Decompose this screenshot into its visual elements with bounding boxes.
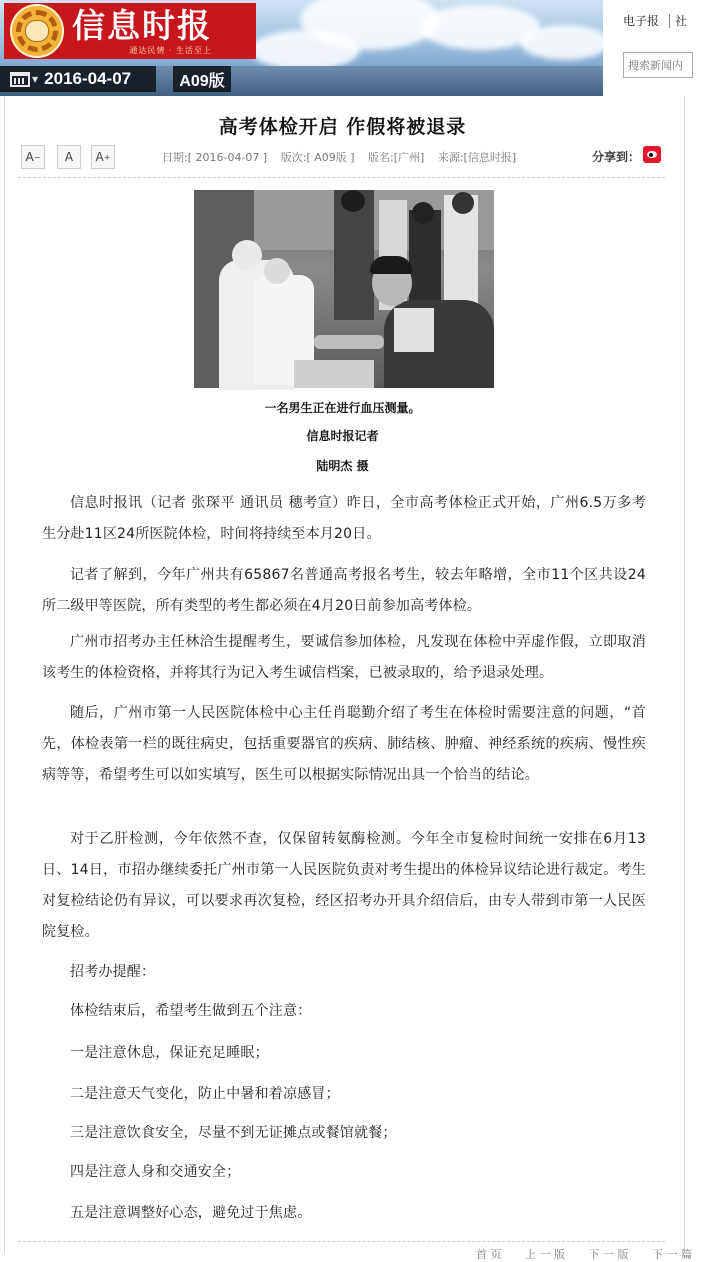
article-paragraph: 广州市招考办主任林洽生提醒考生，要诚信参加体检，凡发现在体检中弄虚作假，立即取消该考生的体检资格，并将其行为记入考生诚信档案，已被录取的，给予退录处理。 (42, 634, 646, 681)
article-paragraph: 记者了解到，今年广州共有65867名普通高考报名考生，较去年略增，全市11个区共设24所二级甲等医院，所有类型的考生都必须在4月20日前参加高考体检。 (42, 567, 646, 614)
nav-first-page[interactable]: 首 页 (476, 1248, 502, 1261)
footer-divider (18, 1241, 665, 1242)
article-paragraph: 三是注意饮食安全，尽量不到无证摊点或餐馆就餐； (70, 1125, 397, 1141)
edition-selector[interactable]: A09版 (173, 66, 231, 92)
article-paragraph: 体检结束后，希望考生做到五个注意： (70, 1003, 312, 1019)
header-right-panel (603, 0, 688, 96)
article-paragraph: 一是注意休息，保证充足睡眠； (70, 1045, 269, 1061)
font-increase-button[interactable]: A + (91, 145, 115, 169)
article-paragraph: 四是注意人身和交通安全； (70, 1164, 241, 1180)
font-decrease-button[interactable]: A − (21, 145, 45, 169)
cloud-decoration (250, 30, 360, 70)
meta-source: 来源:[信息时报] (437, 151, 517, 164)
issue-date-bar (0, 66, 231, 92)
cloud-decoration (520, 25, 610, 60)
divider (669, 14, 670, 28)
masthead-banner (0, 0, 688, 96)
article-paragraph: 随后，广州市第一人民医院体检中心主任肖聪勤介绍了考生在体检时需要注意的问题，“首先，体检表第一栏的既往病史，包括重要器官的疾病、肺结核、肿瘤、神经系统的疾病、慢性疾病等等，希望考生可以如实填写，医生可以根据实际情况出具一个恰当的结论。 (42, 705, 646, 783)
logo-title: 信息时报 (72, 5, 212, 45)
nav-next-edition[interactable]: 下 一 版 (588, 1248, 629, 1261)
header-extra-link[interactable]: 社 (675, 14, 688, 28)
meta-section: 版名:[广州] (368, 151, 425, 164)
font-reset-button[interactable]: A (57, 145, 81, 169)
weibo-share-icon[interactable] (643, 146, 661, 163)
nav-next-article[interactable]: 下 一 篇 (652, 1248, 692, 1261)
calendar-icon[interactable] (10, 72, 30, 87)
article-meta (162, 149, 526, 165)
issue-date: 2016-04-07 (44, 69, 132, 88)
toolbar-divider (18, 177, 665, 178)
date-picker[interactable] (0, 66, 156, 92)
site-logo[interactable] (4, 3, 256, 59)
photo-caption: 一名男生正在进行血压测量。 (264, 401, 421, 415)
photo-credit: 陆明杰 摄 (316, 459, 369, 473)
share-label: 分享到： (592, 150, 641, 164)
epaper-link[interactable]: 电子报 (623, 14, 660, 28)
article-toolbar (21, 145, 661, 171)
article-paragraph: 五是注意调整好心态，避免过于焦虑。 (70, 1205, 312, 1221)
article-title: 高考体检开启 作假将被退录 (218, 116, 467, 138)
article-photo (194, 190, 494, 388)
chevron-down-icon[interactable]: ▼ (32, 74, 39, 84)
article-paragraph: 信息时报讯（记者 张琛平 通讯员 穗考宣）昨日，全市高考体检正式开始，广州6.5万多考生分赴11区24所医院体检，时间将持续至本月20日。 (42, 495, 646, 542)
meta-edition: 版次:[ A09版 ] (280, 151, 355, 164)
article-paragraph: 对于乙肝检测，今年依然不查，仅保留转氨酶检测。今年全市复检时间统一安排在6月13日、14日，市招办继续委托广州市第一人民医院负责对考生提出的体检异议结论进行裁定。考生对复检结论仍有异议，可以要求再次复检，经区招考办开具介绍信后，由专人带到市第一人民医院复检。 (42, 831, 646, 940)
article-paragraph: 招考办提醒： (70, 964, 156, 980)
nav-prev-edition[interactable]: 上 一 版 (525, 1248, 565, 1261)
page-navigation (476, 1246, 712, 1262)
lion-emblem-icon (10, 4, 64, 58)
search-input[interactable] (623, 52, 693, 78)
logo-slogan: 通达民情 · 生活至上 (129, 45, 212, 55)
article-paragraph: 二是注意天气变化，防止中暑和着凉感冒； (70, 1086, 340, 1102)
photo-credit: 信息时报记者 (306, 429, 379, 443)
meta-date: 日期:[ 2016-04-07 ] (162, 151, 268, 164)
